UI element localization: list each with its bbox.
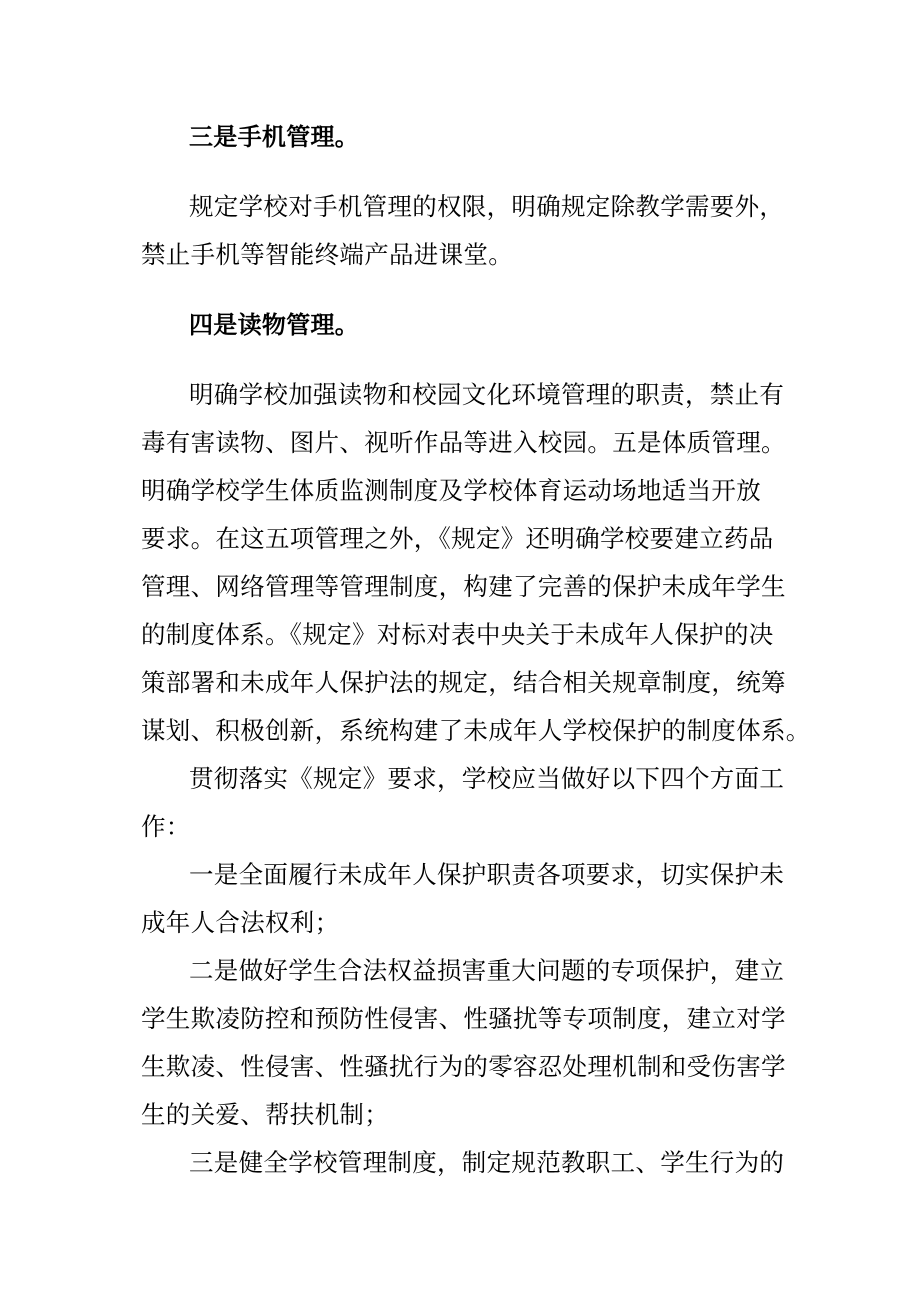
paragraph-line: 二是做好学生合法权益损害重大问题的专项保护，建立 <box>189 956 785 985</box>
paragraph-line: 策部署和未成年人保护法的规定，结合相关规章制度，统筹 <box>141 668 786 697</box>
paragraph-line: 贯彻落实《规定》要求，学校应当做好以下四个方面工 <box>189 764 785 793</box>
paragraph-line: 明确学校加强读物和校园文化环境管理的职责，禁止有 <box>189 380 785 409</box>
paragraph-item-three <box>141 1139 785 1187</box>
paragraph-line: 规定学校对手机管理的权限，明确规定除教学需要外， <box>189 192 785 221</box>
paragraph-line: 明确学校学生体质监测制度及学校体育运动场地适当开放 <box>141 476 761 505</box>
heading-phone-management: 三是手机管理。 <box>189 123 360 151</box>
paragraph-line: 作： <box>141 812 191 841</box>
heading-reading-management: 四是读物管理。 <box>189 311 360 339</box>
paragraph-line: 谋划、积极创新，系统构建了未成年人学校保护的制度体系。 <box>141 716 811 745</box>
paragraph-line: 的制度体系。《规定》对标对表中央关于未成年人保护的决 <box>141 620 774 649</box>
paragraph-line: 三是健全学校管理制度，制定规范教职工、学生行为的 <box>189 1148 785 1177</box>
paragraph-phone-management <box>141 183 785 279</box>
paragraph-line: 生的关爱、帮扶机制； <box>141 1100 389 1129</box>
document-body <box>141 113 811 1187</box>
paragraph-line: 成年人合法权利； <box>141 908 340 937</box>
paragraph-line: 要求。在这五项管理之外，《规定》还明确学校要建立药品 <box>141 524 774 553</box>
paragraph-item-one <box>141 851 785 947</box>
paragraph-line: 毒有害读物、图片、视听作品等进入校园。五是体质管理。 <box>141 428 786 457</box>
paragraph-reading-management <box>141 371 811 755</box>
paragraph-line: 一是全面履行未成年人保护职责各项要求，切实保护未 <box>189 860 785 889</box>
paragraph-item-two <box>141 947 786 1139</box>
paragraph-line: 学生欺凌防控和预防性侵害、性骚扰等专项制度，建立对学 <box>141 1004 786 1033</box>
paragraph-line: 禁止手机等智能终端产品进课堂。 <box>141 240 513 269</box>
paragraph-line: 管理、网络管理等管理制度，构建了完善的保护未成年学生 <box>141 572 786 601</box>
paragraph-line: 生欺凌、性侵害、性骚扰行为的零容忍处理机制和受伤害学 <box>141 1052 786 1081</box>
paragraph-implementation <box>141 755 785 851</box>
